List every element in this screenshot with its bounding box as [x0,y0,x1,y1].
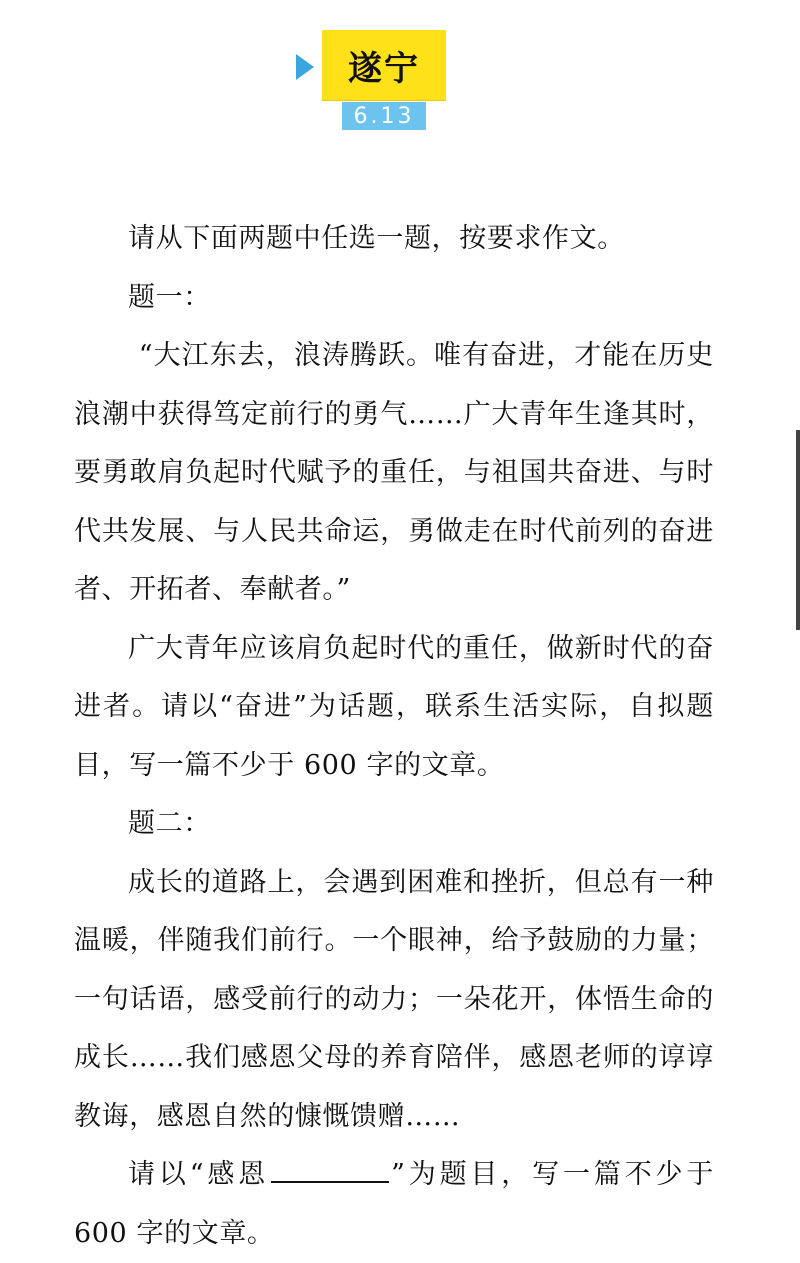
play-arrow-icon [296,54,314,80]
essay-prompt [74,210,714,1263]
topic2-task-end: ”为题目，写一篇不少于 600 字的文章。 [74,1159,715,1249]
topic2-task [74,1146,714,1263]
topic2-material: 成长的道路上，会遇到困难和挫折，但总有一种温暖，伴随我们前行。一个眼神，给予鼓励的力量；一句话语，感受前行的动力；一朵花开，体悟生命的成长……我们感恩父母的养育陪伴，感恩老师的谆谆教诲，感恩自然的慷慨馈赠…… [74,866,714,1132]
topic2-task-start: 请以“感恩 [128,1159,270,1190]
instruction-text: 请从下面两题中任选一题，按要求作文。 [128,223,625,254]
topic1-task: 广大青年应该肩负起时代的重任，做新时代的奋进者。请以“奋进”为话题，联系生活实际，自拟题目，写一篇不少于 600 字的文章。 [74,632,714,781]
city-label: 遂宁 [322,30,446,100]
header [0,0,800,160]
topic1-quote: “大江东去，浪涛腾跃。唯有奋进，才能在历史浪潮中获得笃定前行的勇气……广大青年生逢其时，要勇敢肩负起时代赋予的重任，与祖国共奋进、与时代共发展、与人民共命运，勇做走在时代前列的奋进者、开拓者、奉献者。” [74,340,714,605]
scrollbar-indicator [796,430,800,630]
date-label: 6.13 [342,102,426,130]
topic2-heading: 题二： [128,808,211,839]
title-blank-line [271,1159,389,1183]
topic1-heading: 题一： [128,281,211,313]
